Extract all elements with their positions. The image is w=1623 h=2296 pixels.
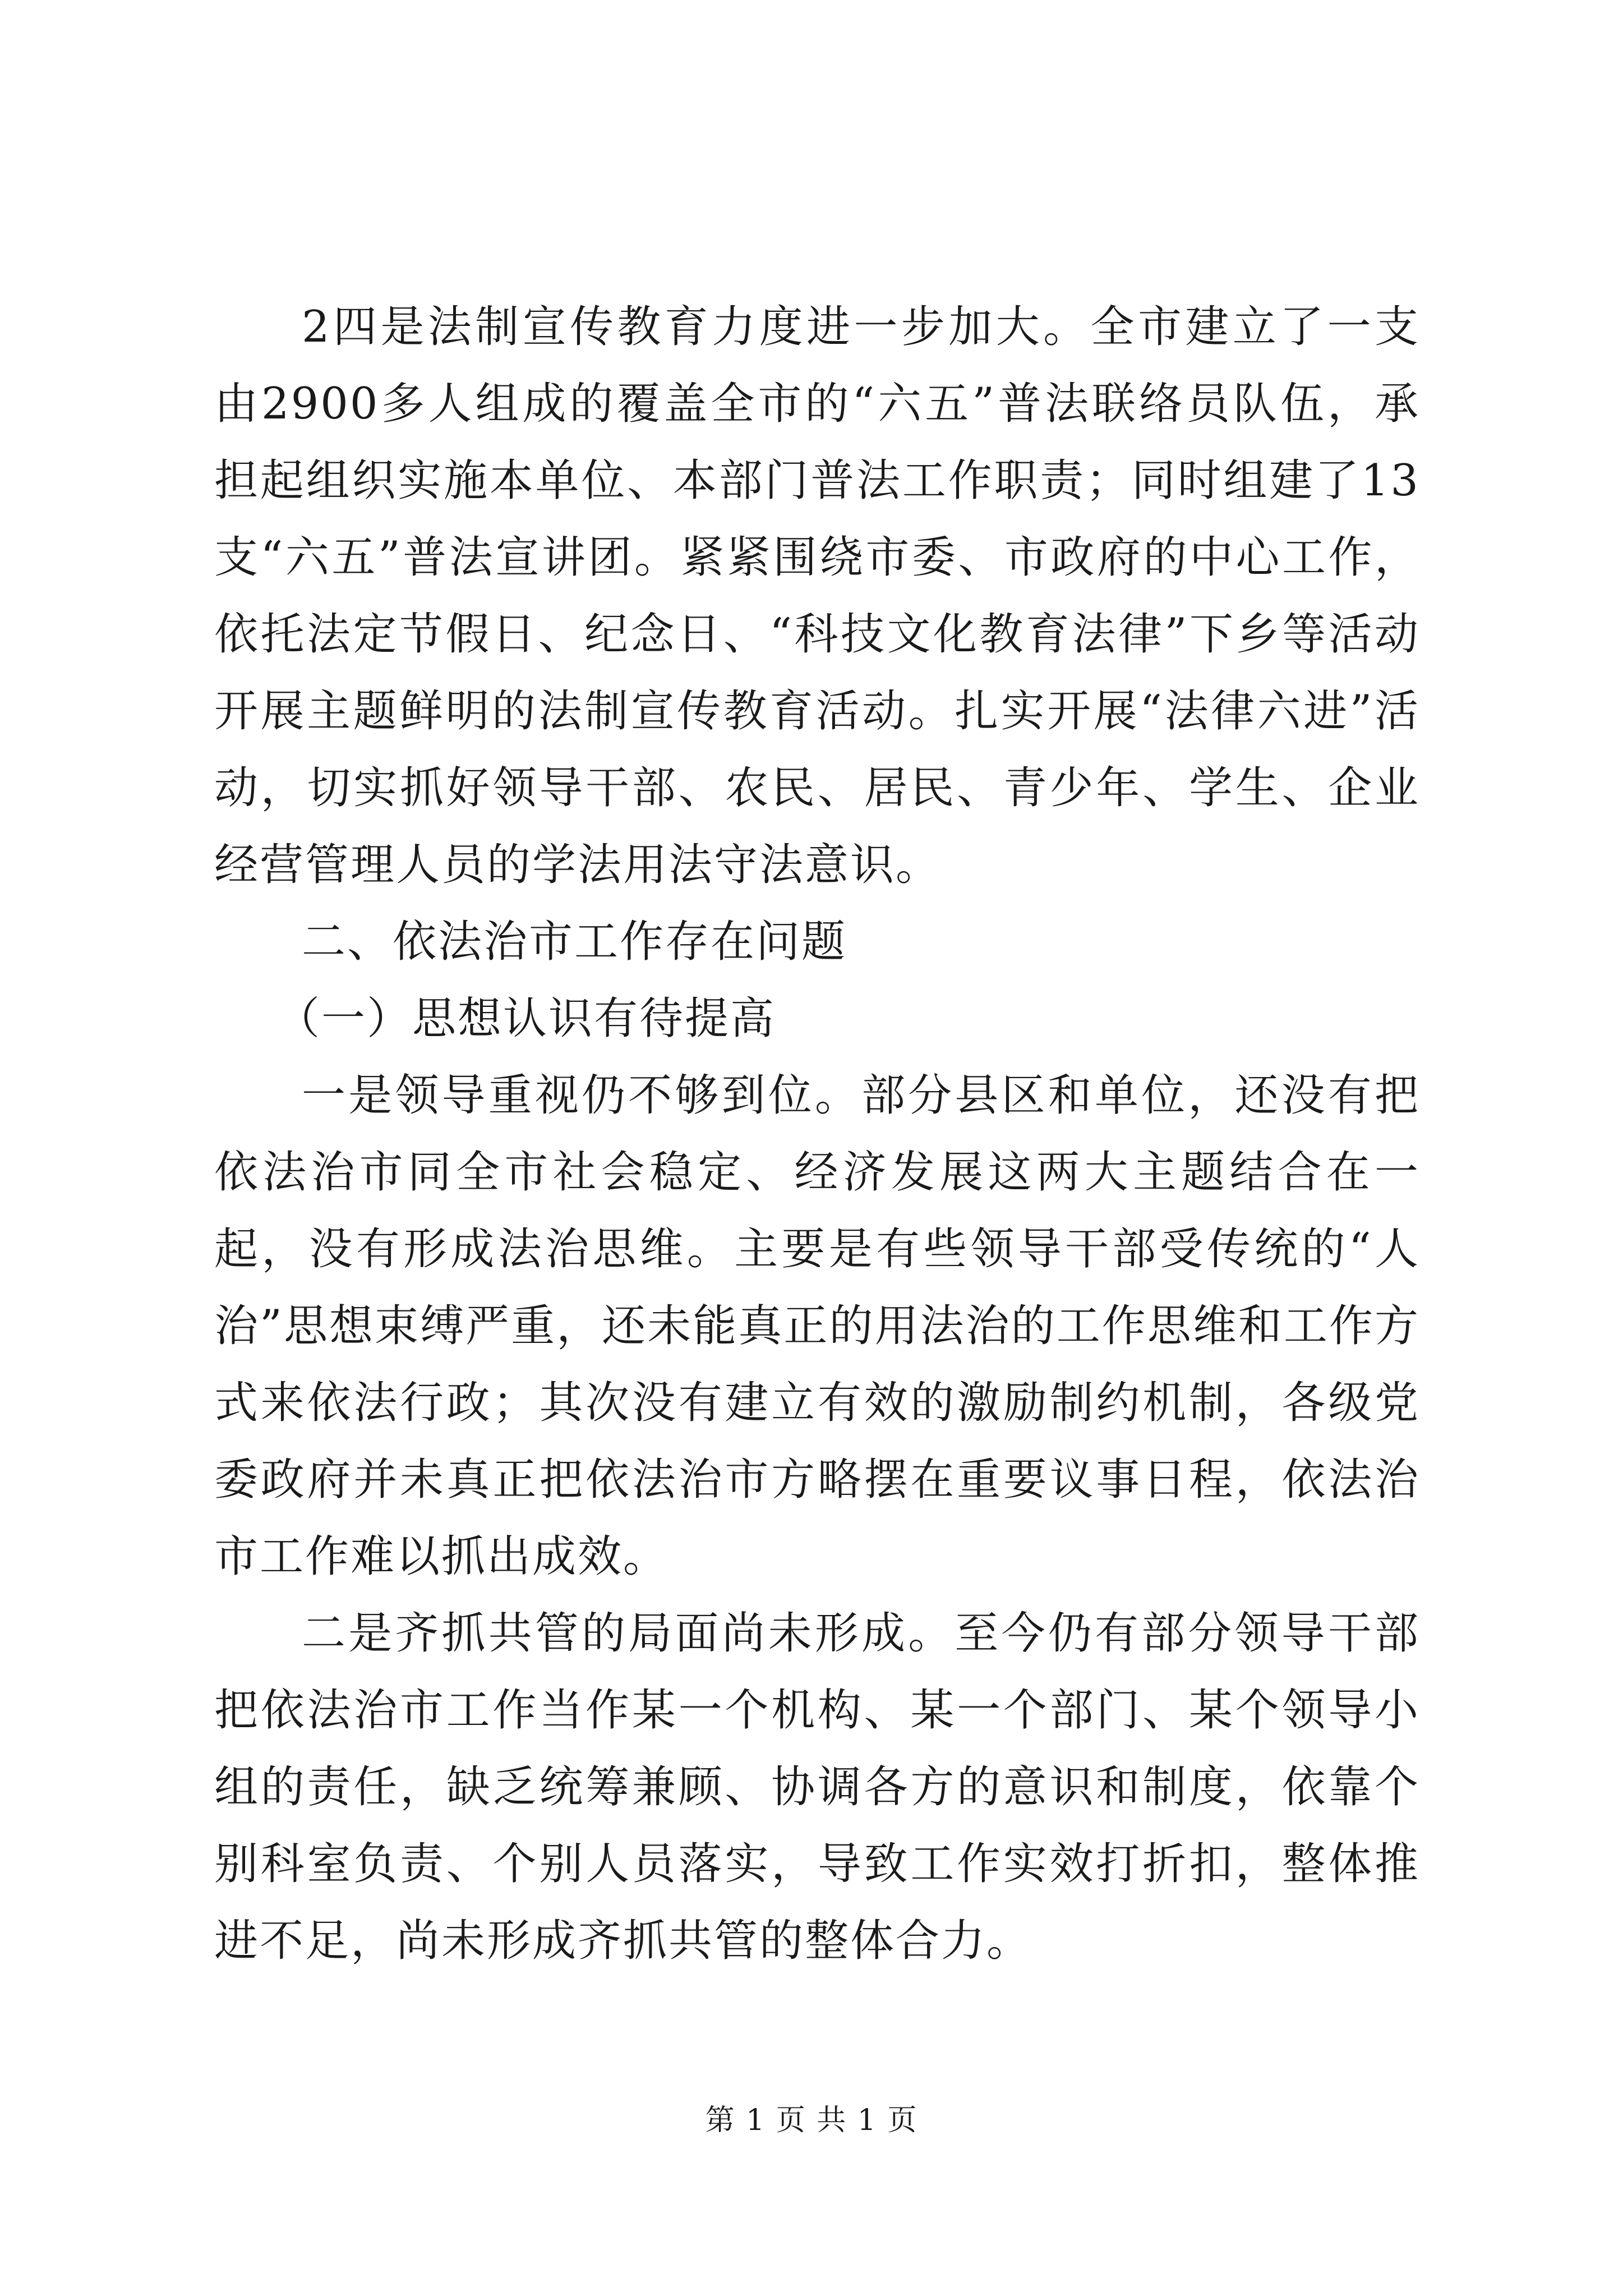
paragraph-leadership-attention: 一是领导重视仍不够到位。部分县区和单位，还没有把依法治市同全市社会稳定、经济发展这两大主题结合在一起，没有形成法治思维。主要是有些领导干部受传统的“人治”思想束缚严重，还未能真正的用法治的工作思维和工作方式来依法行政；其次没有建立有效的激励制约机制，各级党委政府并未真正把依法治市方略摆在重要议事日程，依法治市工作难以抓出成效。 [214,1070,1420,1582]
document-body [214,289,1420,1980]
page-footer: 第 1 页 共 1 页 [705,2104,918,2137]
paragraph-publicity-education: 2四是法制宣传教育力度进一步加大。全市建立了一支由2900多人组成的覆盖全市的“六五”普法联络员队伍，承担起组织实施本单位、本部门普法工作职责；同时组建了13支“六五”普法宣讲团。紧紧围绕市委、市政府的中心工作，依托法定节假日、纪念日、“科技文化教育法律”下乡等活动开展主题鲜明的法制宣传教育活动。扎实开展“法律六进”活动，切实抓好领导干部、农民、居民、青少年、学生、企业经营管理人员的学法用法守法意识。 [214,302,1420,890]
subsection-heading-awareness: （一）思想认识有待提高 [276,993,776,1044]
section-heading-problems: 二、依法治市工作存在问题 [302,917,847,967]
paragraph-joint-management: 二是齐抓共管的局面尚未形成。至今仍有部分领导干部把依法治市工作当作某一个机构、某一个部门、某个领导小组的责任，缺乏统筹兼顾、协调各方的意识和制度，依靠个别科室负责、个别人员落实，导致工作实效打折扣，整体推进不足，尚未形成齐抓共管的整体合力。 [214,1608,1420,1966]
